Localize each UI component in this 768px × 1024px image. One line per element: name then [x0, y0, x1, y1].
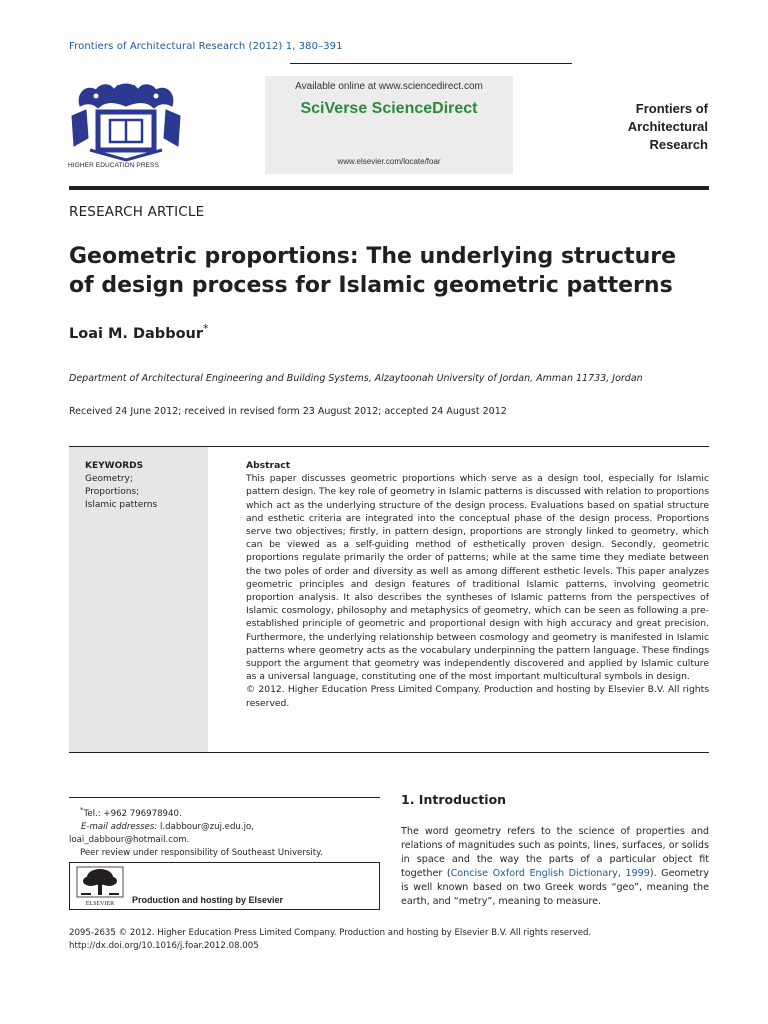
abstract-copyright: © 2012. Higher Education Press Limited Company. Production and hosting by Elsevier B.V. All rights reserved.	[246, 684, 709, 709]
keywords-panel	[69, 447, 208, 752]
intro-text-start: The word geometry refers to the science of properties and relations of magnitudes such as points, lines, surfaces, or solids in space and the way the parts of a particular object fit together (	[401, 826, 709, 879]
higher-education-press-logo	[66, 76, 186, 176]
journal-homepage-url[interactable]: www.elsevier.com/locate/foar	[337, 157, 441, 166]
keyword-item: Geometry;	[85, 474, 133, 484]
keyword-item: Proportions;	[85, 487, 140, 497]
journal-name-line: Frontiers of	[635, 101, 708, 116]
publisher-caption: HIGHER EDUCATION PRESS	[68, 162, 159, 169]
corresponding-author-mark[interactable]: *	[203, 322, 209, 335]
intro-text-end: ). Geometry is well known based on two Greek words “geo”, meaning the earth, and “metry”, meaning to measure.	[401, 868, 709, 907]
peer-review-note: Peer review under responsibility of Southeast University.	[80, 847, 323, 858]
introduction-paragraph	[401, 825, 709, 909]
elsevier-logo	[75, 866, 127, 907]
article-history-dates: Received 24 June 2012; received in revised form 23 August 2012; accepted 24 August 2012	[69, 406, 507, 417]
journal-name-line: Architectural	[627, 119, 708, 134]
email-link-secondary[interactable]: loai_dabbour@hotmail.com.	[69, 834, 190, 845]
abstract-heading: Abstract	[246, 460, 291, 471]
footnote-rule	[69, 797, 380, 798]
author-name	[69, 322, 209, 342]
telephone-text: Tel.: +962 796978940.	[83, 808, 182, 819]
abstract-section	[246, 459, 709, 710]
section-heading-introduction: 1. Introduction	[401, 792, 507, 807]
sciverse-sciencedirect-logo[interactable]: SciVerse ScienceDirect	[300, 100, 478, 117]
page-footer	[69, 927, 591, 953]
keyword-item: Islamic patterns	[85, 500, 158, 510]
keywords-heading: KEYWORDS	[85, 461, 144, 471]
email-label: E-mail addresses:	[81, 821, 158, 832]
title-line: Geometric proportions: The underlying structure	[69, 244, 677, 269]
journal-name	[590, 100, 708, 154]
available-online-text: Available online at www.sciencedirect.com	[295, 81, 483, 92]
elsevier-tree-icon	[75, 866, 127, 907]
footnote-mark: *	[80, 805, 84, 814]
header-divider	[290, 63, 572, 64]
footnotes	[69, 803, 380, 860]
abstract-body: This paper discusses geometric proportions which serve as a design tool, especially for Islamic pattern design. The key role of geometry in Islamic patterns is discussed with relation to proportions which act as the underlying structure of the design process. Evaluations based on spatial structure and esthetic criteria are integrated into the conceptual phase of the design process. Proportions serve two objectives; firstly, in pattern design, proportions are strongly linked to geometry, which can be viewed as a self-guiding method of esthetically proven design. Secondly, geometric proportions regulate primarily the order of patterns; while at the same time they mediate between the two poles of order and diversity as well as among different esthetic levels. This paper analyzes geometric principles and design features of traditional Islamic patterns, involving geometric proportion analysis. It also describes the syntheses of Islamic patterns from the perspectives of Islamic cosmology, philosophy and metaphysics of geometry, which can be seen as following a pre-established principle of geometric and proportional design with high accuracy and great precision. Furthermore, the underlying relationship between cosmology and geometry is manifested in Islamic patterns where geometry acts as the vocabulary underpinning the pattern language. These findings support the argument that geometry was independently discovered and applied by Islamic culture as a universal language, constituting one of the most important multicultural symbols in design.	[246, 473, 709, 683]
journal-name-line: Research	[649, 137, 708, 152]
dragon-book-emblem-icon	[66, 76, 186, 164]
author-name-text: Loai M. Dabbour	[69, 325, 204, 342]
journal-reference: Frontiers of Architectural Research (2012) 1, 380–391	[69, 41, 343, 52]
abstract-bottom-rule	[69, 752, 709, 753]
email-link-primary[interactable]: l.dabbour@zuj.edu.jo,	[157, 821, 254, 832]
doi-link[interactable]: http://dx.doi.org/10.1016/j.foar.2012.08.005	[69, 941, 259, 951]
production-hosting-caption: Production and hosting by Elsevier	[132, 895, 284, 905]
footnote-email	[69, 821, 380, 834]
author-affiliation: Department of Architectural Engineering and Building Systems, Alzaytoonah University of Jordan, Amman 11733, Jordan	[69, 373, 643, 384]
header-rule	[69, 186, 709, 190]
issn-copyright: 2095-2635 © 2012. Higher Education Press Limited Company. Production and hosting by Elsevier B.V. All rights reserved.	[69, 928, 592, 938]
article-type-label: RESEARCH ARTICLE	[69, 204, 205, 220]
elsevier-wordmark: ELSEVIER	[85, 901, 115, 907]
citation-link[interactable]: Concise Oxford English Dictionary, 1999	[450, 868, 650, 879]
footnote-telephone	[69, 803, 380, 821]
title-line: of design process for Islamic geometric patterns	[69, 273, 673, 298]
article-title	[69, 242, 709, 300]
